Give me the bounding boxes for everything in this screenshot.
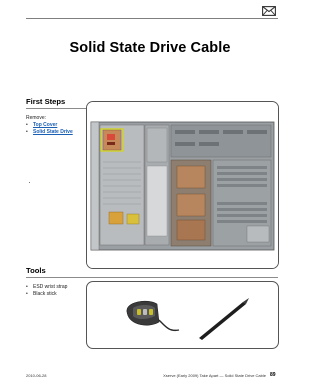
tools-list — [26, 284, 67, 298]
mail-envelope-icon[interactable] — [262, 6, 276, 16]
header-rule — [26, 18, 278, 19]
tools-heading: Tools — [26, 266, 46, 275]
remove-list — [26, 122, 73, 136]
tools-photo-frame — [86, 281, 279, 349]
link-solid-state-drive[interactable]: Solid State Drive — [33, 129, 73, 135]
tools-rule — [26, 277, 278, 278]
black-stick-icon — [199, 298, 249, 340]
link-top-cover[interactable]: Top Cover — [33, 122, 58, 128]
stray-mark — [29, 182, 30, 183]
page-number: 89 — [270, 372, 276, 378]
footer-date: 2010-06-28 — [26, 373, 47, 378]
xserve-photo-frame — [86, 101, 279, 269]
xserve-top-view-image — [87, 102, 278, 268]
esd-wrist-strap-icon — [127, 301, 179, 330]
first-steps-heading: First Steps — [26, 97, 66, 106]
tools-image — [87, 282, 278, 348]
remove-intro: Remove: — [26, 115, 47, 121]
list-item: • ESD wrist strap — [26, 284, 67, 291]
list-item — [26, 122, 73, 129]
footer-doc-title: Xserve (Early 2009) Take Apart — Solid State Drive Cable — [163, 373, 266, 378]
list-item — [26, 129, 73, 136]
list-item: • Black stick — [26, 291, 67, 298]
page-title: Solid State Drive Cable — [69, 40, 231, 56]
